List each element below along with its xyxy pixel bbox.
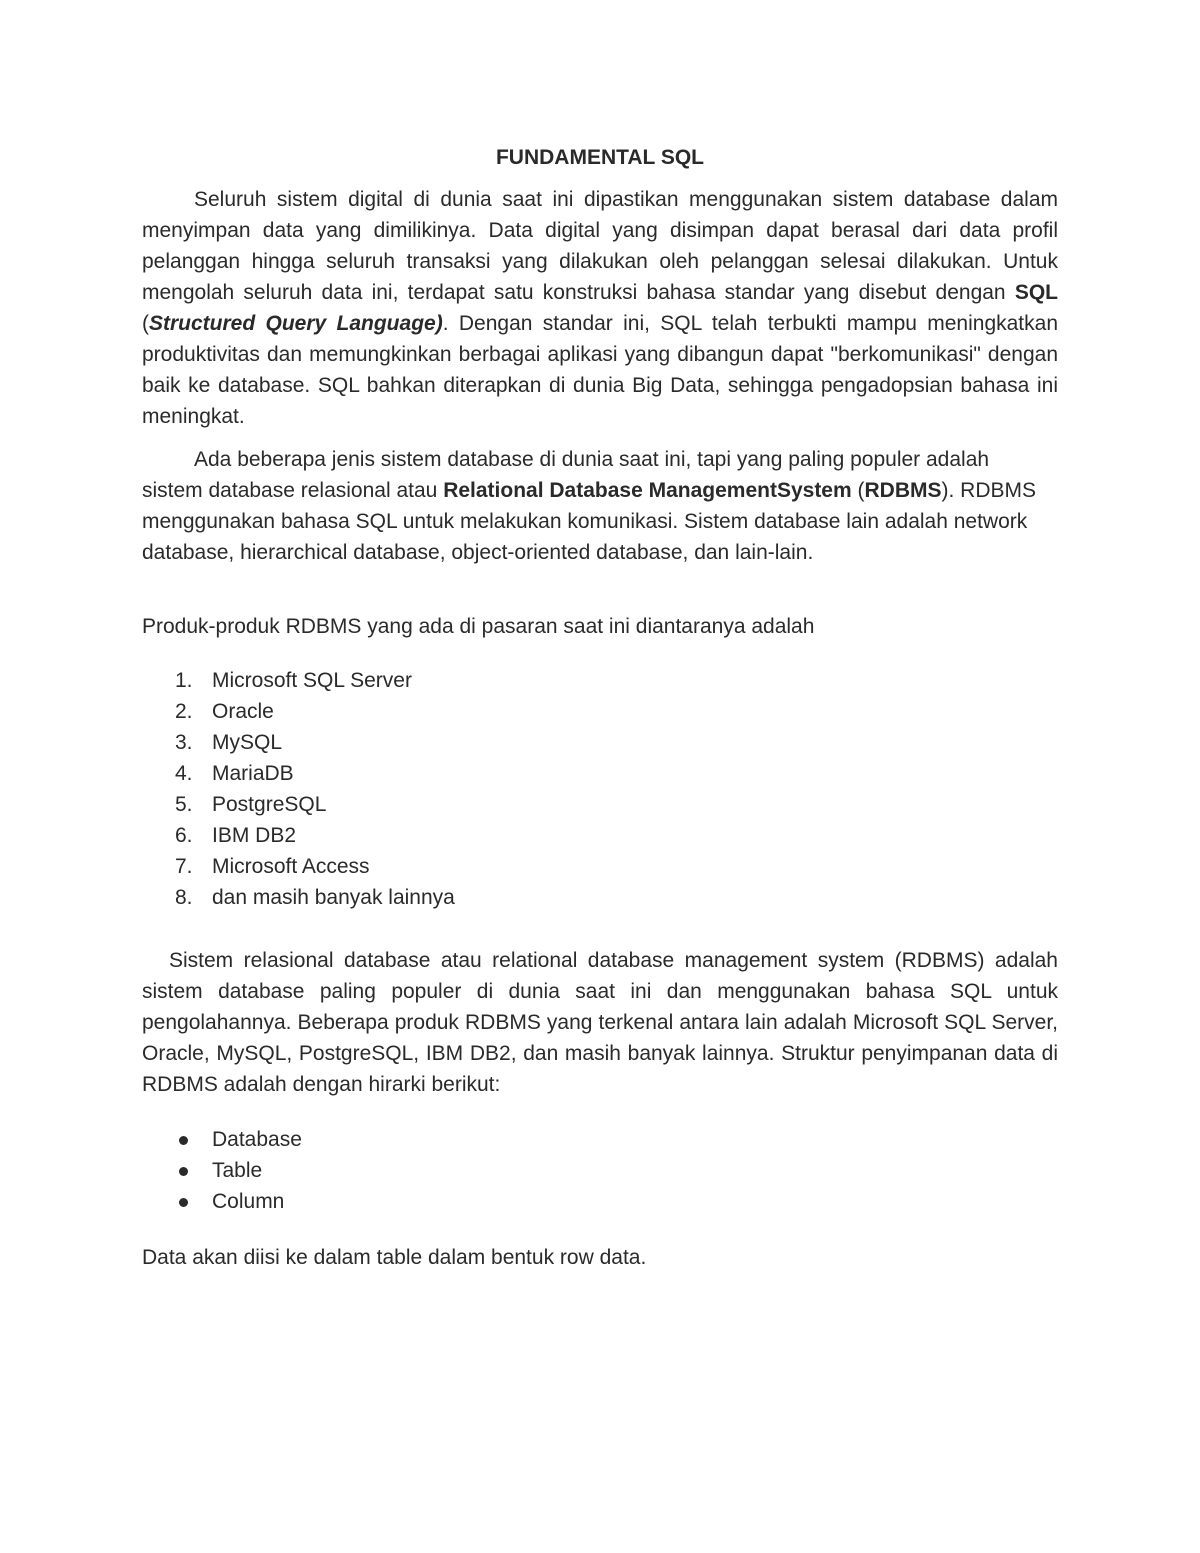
sql-full-name: Structured Query Language) [149,312,443,335]
bullet-icon [179,1136,188,1145]
list-item-label: Microsoft SQL Server [212,669,412,692]
list-item-label: PostgreSQL [212,793,327,816]
paragraph-sql-intro [142,184,1058,432]
rdbms-term: RDBMS [864,479,942,502]
list-number: 6. [175,824,193,847]
list-number: 5. [175,793,193,816]
paragraph-row-data: Data akan diisi ke dalam table dalam bentuk row data. [142,1246,647,1269]
list-item [142,758,1058,789]
list-item-label: Table [212,1159,263,1182]
hierarchy-list [142,1124,1058,1217]
list-item-label: MySQL [212,731,283,754]
list-number: 3. [175,731,193,754]
list-item-label: dan masih banyak lainnya [212,886,455,909]
paragraph-rdbms-intro-rest: ). RDBMS menggunakan bahasa SQL untuk melakukan komunikasi. Sistem database lain adalah network database, hierarchical database, object-oriented database, dan lain-lain. [142,479,1036,564]
list-item [142,789,1058,820]
paragraph-products-intro: Produk-produk RDBMS yang ada di pasaran saat ini diantaranya adalah [142,615,815,638]
bullet-icon [179,1167,188,1176]
list-item [142,1186,1058,1217]
list-number: 1. [175,669,193,692]
list-number: 8. [175,886,193,909]
list-number: 7. [175,855,193,878]
list-number: 4. [175,762,193,785]
paragraph-rdbms-intro-text: Ada beberapa jenis sistem database di dunia saat ini, tapi yang paling populer adalah sistem database relasional atau [142,448,990,502]
list-item [142,696,1058,727]
rdbms-full-name: Relational Database ManagementSystem [443,479,852,502]
list-item [142,727,1058,758]
list-item [142,820,1058,851]
list-item-label: MariaDB [212,762,294,785]
open-paren: ( [851,479,865,502]
paragraph-sql-intro-rest: . Dengan standar ini, SQL telah terbukti mampu meningkatkan produktivitas dan memungkinkan berbagai aplikasi yang dibangun dapat "berkomunikasi" dengan baik ke database. SQL bahkan diterapkan di dunia Big Data, sehingga pengadopsian bahasa ini meningkat. [142,312,1058,428]
products-list [142,665,1058,913]
paragraph-sql-intro-text: Seluruh sistem digital di dunia saat ini dipastikan menggunakan sistem database dalam menyimpan data yang dimilikinya. Data digital yang disimpan dapat berasal dari data profil pelanggan hingga seluruh transaksi yang dilakukan oleh pelanggan selesai dilakukan. Untuk mengolah seluruh data ini, terdapat satu konstruksi bahasa standar yang disebut dengan [142,188,1058,304]
sql-term: SQL [1014,281,1058,304]
list-item [142,851,1058,882]
list-item [142,665,1058,696]
paragraph-rdbms-structure: Sistem relasional database atau relational database management system (RDBMS) adalah sistem database paling populer di dunia saat ini dan menggunakan bahasa SQL untuk pengolahannya. Beberapa produk RDBMS yang terkenal antara lain adalah Microsoft SQL Server, Oracle, MySQL, PostgreSQL, IBM DB2, dan masih banyak lainnya. Struktur penyimpanan data di RDBMS adalah dengan hirarki berikut: [142,949,1058,1096]
document-title: FUNDAMENTAL SQL [495,146,705,169]
list-item [142,1124,1058,1155]
list-item [142,1155,1058,1186]
list-item-label: Microsoft Access [212,855,370,878]
list-item-label: Database [212,1128,302,1151]
open-paren: ( [142,312,149,335]
paragraph-rdbms-intro [142,444,1042,568]
list-item [142,882,1058,913]
bullet-icon [179,1198,188,1207]
list-item-label: Oracle [212,700,274,723]
list-number: 2. [175,700,193,723]
list-item-label: IBM DB2 [212,824,297,847]
list-item-label: Column [212,1190,285,1213]
